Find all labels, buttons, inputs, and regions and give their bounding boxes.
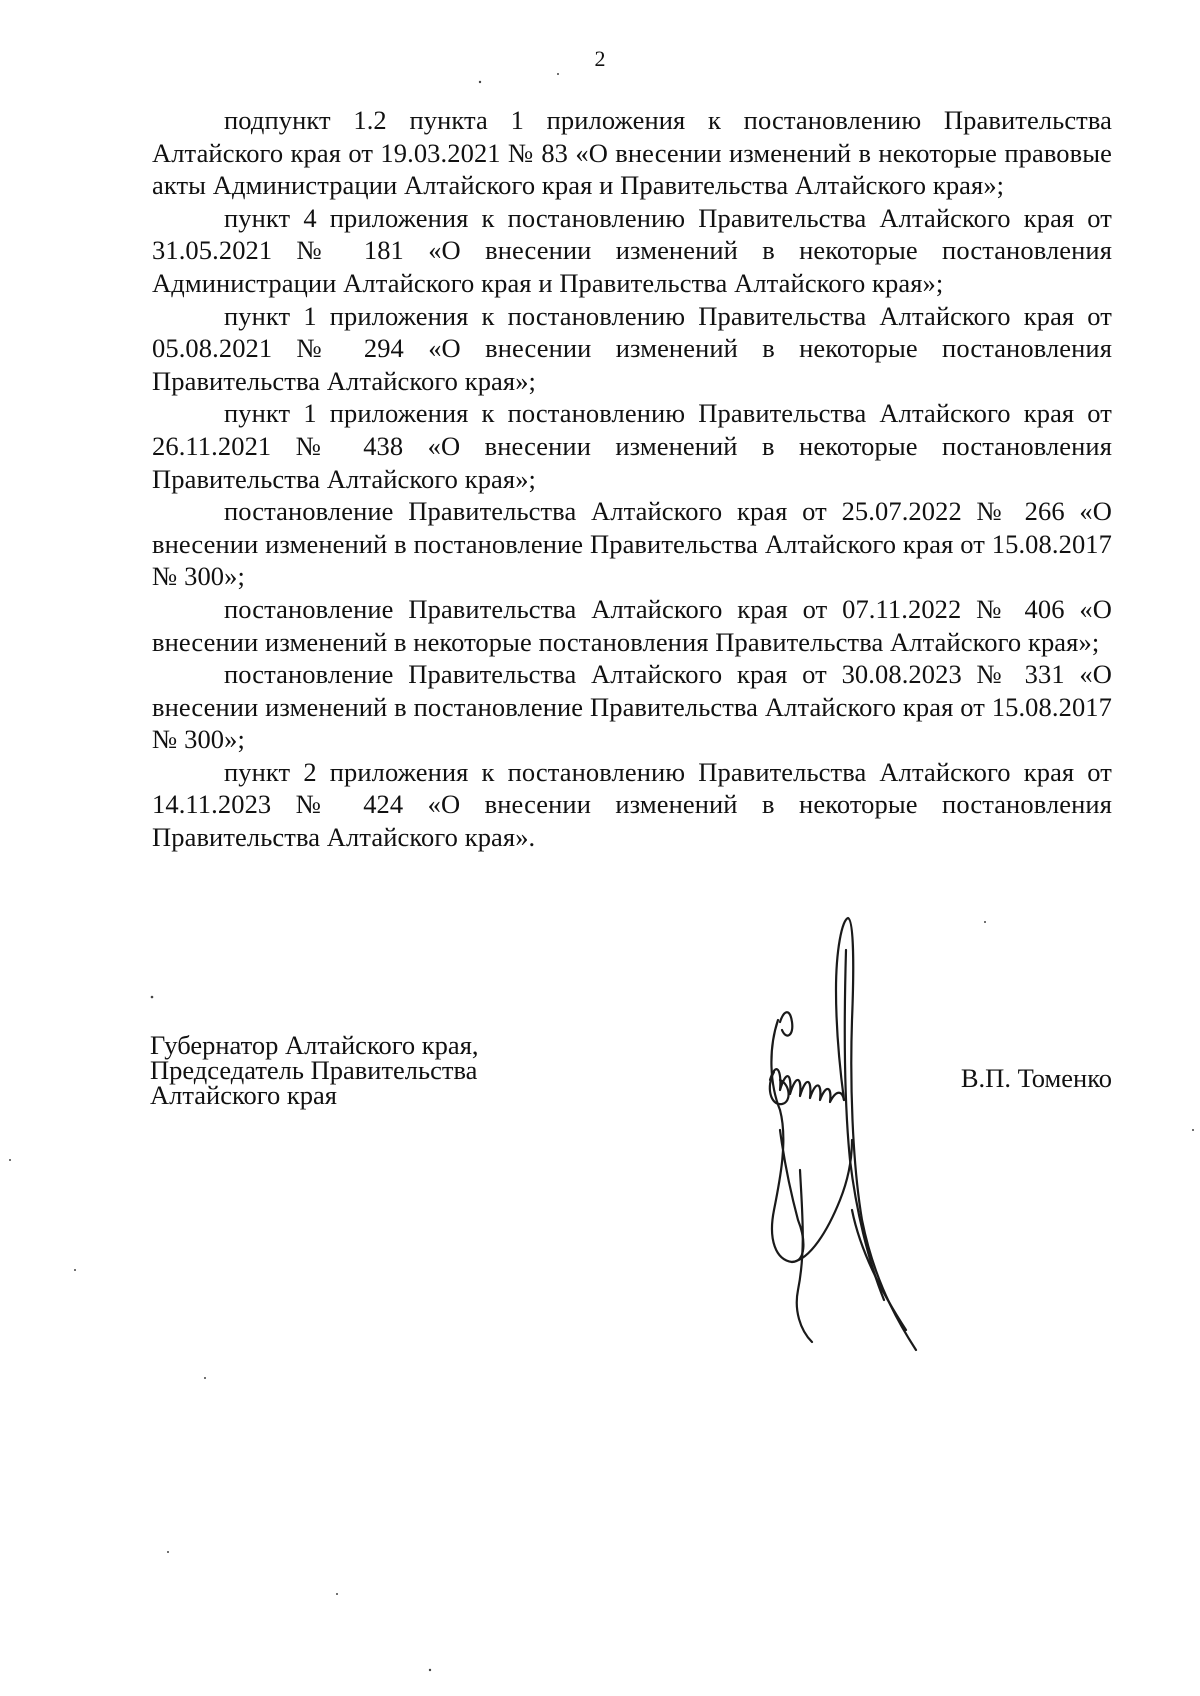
list-item: пункт 4 приложения к постановлению Правительства Алтайского края от 31.05.2021 № 181 «О внесении изменений в некоторые постановления Администрации Алтайского края и Правительства Алтайского края»;: [152, 202, 1112, 298]
signer-position: [150, 1030, 479, 1110]
list-item: постановление Правительства Алтайского края от 25.07.2022 № 266 «О внесении изменений в постановление Правительства Алтайского края от 15.08.2017 № 300»;: [152, 496, 1112, 592]
document-body: [152, 104, 1112, 854]
list-item: пункт 1 приложения к постановлению Правительства Алтайского края от 05.08.2021 № 294 «О внесении изменений в некоторые постановления Правительства Алтайского края»;: [152, 300, 1112, 396]
list-item: пункт 2 приложения к постановлению Правительства Алтайского края от 14.11.2023 № 424 «О внесении изменений в некоторые постановления Правительства Алтайского края».: [152, 756, 1112, 853]
list-item: постановление Правительства Алтайского края от 07.11.2022 № 406 «О внесении изменений в некоторые постановления Правительства Алтайского края»;: [152, 593, 1112, 657]
signer-position-line: Алтайского края: [150, 1080, 337, 1110]
signer-name: В.П. Томенко: [960, 1063, 1112, 1093]
signer-position-line: Председатель Правительства: [150, 1055, 478, 1085]
signer-position-line: Губернатор Алтайского края,: [150, 1030, 479, 1060]
list-item: пункт 1 приложения к постановлению Правительства Алтайского края от 26.11.2021 № 438 «О внесении изменений в некоторые постановления Правительства Алтайского края»;: [152, 398, 1112, 494]
handwritten-signature: [740, 910, 930, 1370]
page-number: 2: [594, 46, 606, 71]
list-item: подпункт 1.2 пункта 1 приложения к постановлению Правительства Алтайского края от 19.03.2021 № 83 «О внесении изменений в некоторые правовые акты Администрации Алтайского края и Правительства Алтайского края»;: [152, 105, 1112, 201]
list-item: постановление Правительства Алтайского края от 30.08.2023 № 331 «О внесении изменений в постановление Правительства Алтайского края от 15.08.2017 № 300»;: [152, 659, 1112, 755]
